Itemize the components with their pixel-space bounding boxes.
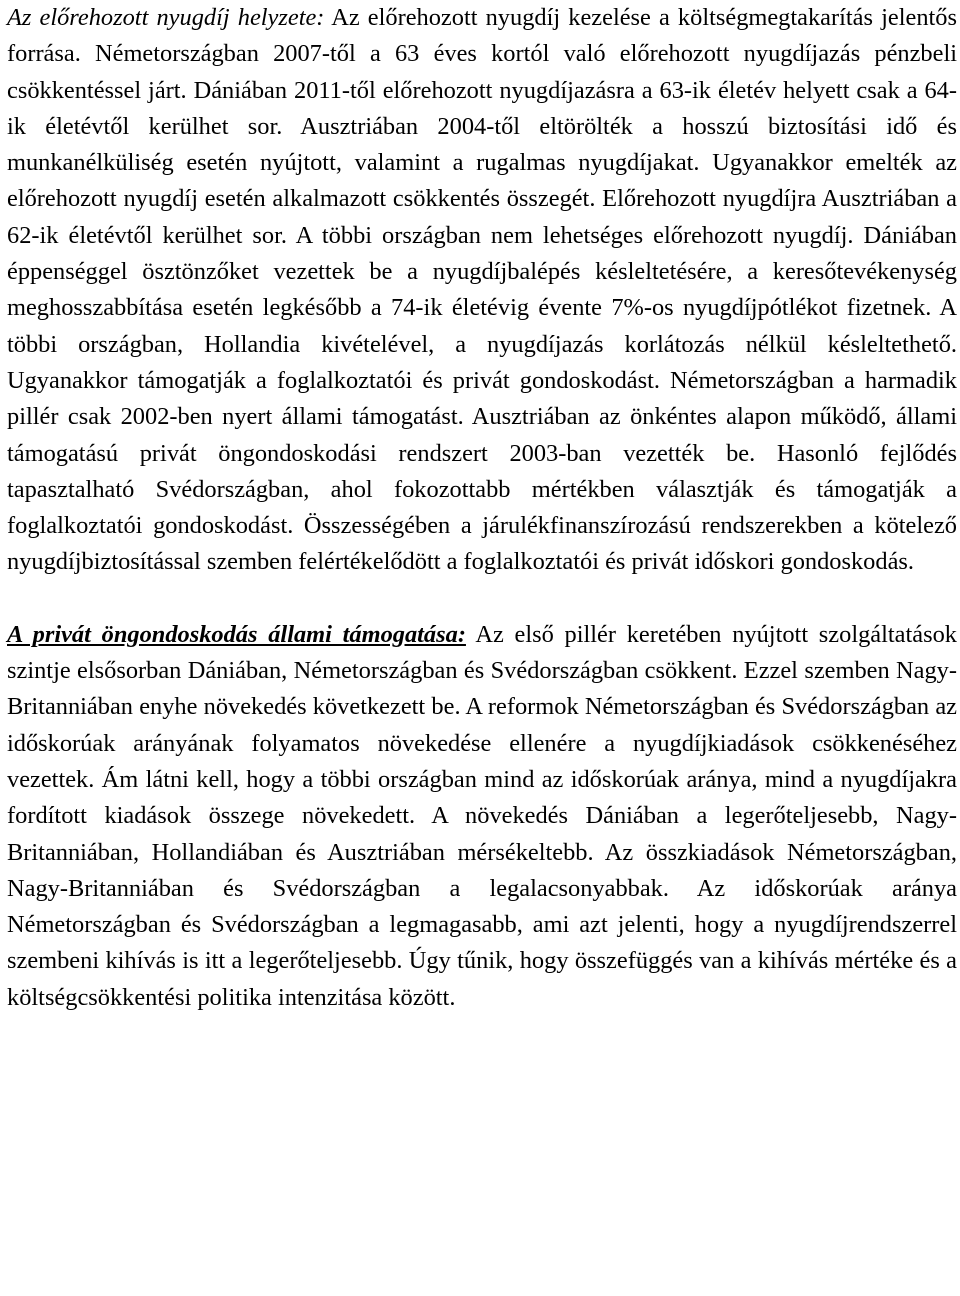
paragraph-heading: A privát öngondoskodás állami támogatása: xyxy=(7,620,466,648)
document-page xyxy=(7,0,957,1016)
paragraph-text: Az előrehozott nyugdíj kezelése a költségmegtakarítás jelentős forrása. Németországban 2007-től a 63 éves kortól való előrehozott nyugdíjazás pénzbeli csökkentéssel járt. Dániában 2011-től előrehozott nyugdíjazásra a 63-ik életév helyett csak a 64-ik életévtől kerülhet sor. Ausztriában 2004-től eltörölték a hosszú biztosítási idő és munkanélküliség esetén nyújtott, valamint a rugalmas nyugdíjakat. Ugyanakkor emelték az előrehozott nyugdíj esetén alkalmazott csökkentés összegét. Előrehozott nyugdíjra Ausztriában a 62-ik életévtől kerülhet sor. A többi országban nem lehetséges előrehozott nyugdíj. Dániában éppenséggel ösztönzőket vezettek be a nyugdíjbalépés késleltetésére, a keresőtevékenység meghosszabbítása esetén legkésőbb a 74-ik életévig évente 7%-os nyugdíjpótlékot fizetnek. A többi országban, Hollandia kivételével, a nyugdíjazás korlátozás nélkül késleltethető. Ugyanakkor támogatják a foglalkoztatói és privát gondoskodást. Németországban a harmadik pillér csak 2002-ben nyert állami támogatást. Ausztriában az önkéntes alapon működő, állami támogatású privát öngondoskodási rendszert 2003-ban vezették be. Hasonló fejlődés tapasztalható Svédországban, ahol fokozottabb mértékben választják és támogatják a foglalkoztatói gondoskodást. Összességében a járulékfinanszírozású rendszerekben a kötelező nyugdíjbiztosítással szemben felértékelődött a foglalkoztatói és privát időskori gondoskodás. xyxy=(7,4,957,576)
paragraph-state-support xyxy=(7,617,957,1016)
paragraph-heading: Az előrehozott nyugdíj helyzete: xyxy=(7,4,325,31)
paragraph-text: Az első pillér keretében nyújtott szolgáltatások szintje elsősorban Dániában, Németországban és Svédországban csökkent. Ezzel szemben Nagy-Britanniában enyhe növekedés következett be. A reformok Németországban és Svédországban az időskorúak arányának folyamatos növekedése ellenére a nyugdíjkiadások csökkenéséhez vezettek. Ám látni kell, hogy a többi országban mind az időskorúak aránya, mind a nyugdíjakra fordított kiadások összege növekedett. A növekedés Dániában a legerőteljesebb, Nagy-Britanniában, Hollandiában és Ausztriában mérsékeltebb. Az összkiadások Németországban, Nagy-Britanniában és Svédországban a legalacsonyabbak. Az időskorúak aránya Németországban és Svédországban a legmagasabb, ami azt jelenti, hogy a nyugdíjrendszerrel szembeni kihívás is itt a legerőteljesebb. Úgy tűnik, hogy összefüggés van a kihívás mértéke és a költségcsökkentési politika intenzitása között. xyxy=(7,620,957,1011)
paragraph-early-retirement xyxy=(7,0,957,581)
